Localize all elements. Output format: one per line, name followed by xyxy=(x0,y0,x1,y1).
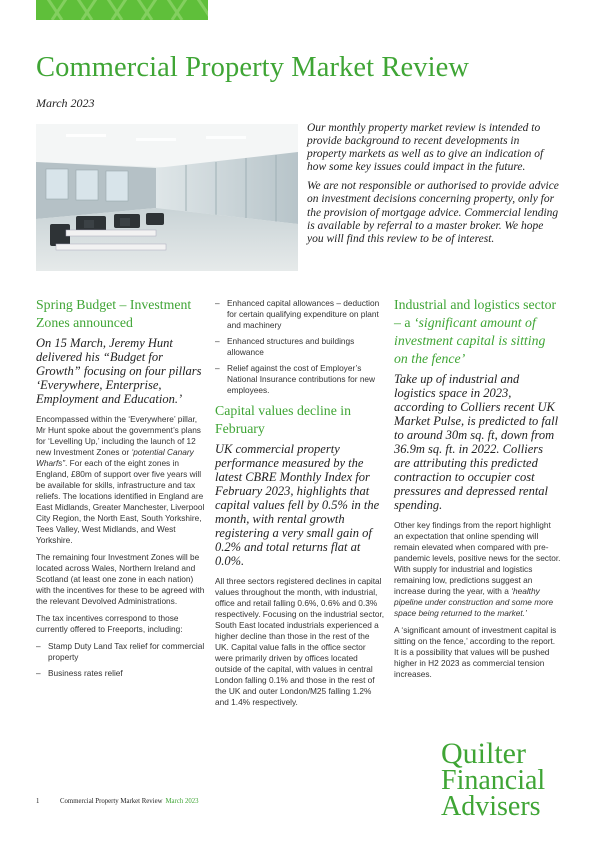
intro-paragraph-2: We are not responsible or authorised to provide advice on investment decisions concerning property, only for the provision of mortgage advice. Commercial lending is available by referral to a master broker. We hope you will find this review to be of interest. xyxy=(307,180,559,245)
banner-pattern xyxy=(36,0,208,20)
column-spring-budget xyxy=(36,296,208,685)
intro-paragraph-1: Our monthly property market review is intended to provide background to recent developments in property markets as well as to give an indication of how some key issues could impact in the future. xyxy=(307,122,544,174)
heading-quote: ‘significant amount of investment capital is sitting on the fence’ xyxy=(394,315,546,366)
paragraph-text: . For each of the eight zones in England, £80m of support over five years will be available for skills, infrastructure and tax reliefs. The locations identified in England are East Midlands, Greater Manchester, Liverpool City Region, the North East, South Yorkshire, Tees Valley, West Midlands, and West Yorkshire. xyxy=(36,458,205,545)
office-photo xyxy=(36,124,298,271)
lead-capital-values: UK commercial property performance measured by the latest CBRE Monthly Index for February 2023, highlights that capital values fell by 0.5% in the month, with rental growth registering a very small gain of 0.2% and total returns flat at 0.0%. xyxy=(215,442,380,568)
column-capital-values xyxy=(215,298,385,714)
paragraph-investment-capital: A ‘significant amount of investment capital is sitting on the fence,’ according to the report. It is a possibility that values will be pushed higher in H2 2023 as commercial tension increases. xyxy=(394,625,557,679)
quote-canary-wharfs: ‘potential Canary Wharfs” xyxy=(36,447,194,468)
quilter-logo xyxy=(441,737,571,822)
logo-line-quilter: Quilter xyxy=(441,737,526,770)
issue-date: March 2023 xyxy=(36,96,95,110)
heading-text: Industrial and logistics sector – a xyxy=(394,297,557,330)
logo-line-advisers: Advisers xyxy=(441,791,541,822)
paragraph-key-findings xyxy=(394,520,562,619)
incentive-list xyxy=(36,641,208,679)
intro xyxy=(307,122,559,252)
paragraph-text: Encompassed within the ‘Everywhere’ pillar, Mr Hunt spoke about the government’s plans for ‘Levelling Up,’ including the launch of 12 new Investment Zones or xyxy=(36,414,201,457)
lead-spring-budget: On 15 March, Jeremy Hunt delivered his “Budget for Growth” focusing on four pillars ‘Everywhere, Enterprise, Employment and Education.’ xyxy=(36,336,202,406)
header-banner xyxy=(36,0,208,20)
paragraph-remaining-zones: The remaining four Investment Zones will be located across Wales, Northern Ireland and Scotland (at least one zone in each nation) with the incentives for these to be agreed with the relevant Devolved Administrations. xyxy=(36,552,205,606)
paragraph-tax-incentives: The tax incentives correspond to those currently offered to Freeports, including: xyxy=(36,613,183,634)
logo-line-financial: Financial xyxy=(441,765,546,796)
section-heading-industrial xyxy=(394,296,562,368)
list-item: – Relief against the cost of Employer’s National Insurance contributions for new employees. xyxy=(215,363,385,396)
incentive-list-continued xyxy=(215,298,385,396)
list-item: – Enhanced capital allowances – deduction for certain qualifying expenditure on plant and machinery xyxy=(215,298,385,331)
column-industrial-logistics xyxy=(394,296,562,686)
paragraph-text: Other key findings from the report highlight an expectation that online spending will remain elevated when compared with pre-pandemic levels, positive news for the sector. With supply for industrial and logistics remaining low, predictions suggest an increase during the year, with a xyxy=(394,520,561,596)
section-heading-spring-budget: Spring Budget – Investment Zones announced xyxy=(36,297,192,330)
paragraph-sector-declines: All three sectors registered declines in capital values throughout the month, with industrial, office and retail falling 0.6%, 0.6% and 0.3% respectively. Focusing on the industrial sector, South East located industrials experienced a higher decline than those in the rest of the UK. Capital value falls in the office sector were primarily driven by offices located outside of the capital, with values in central London falling 0.1% and those in the rest of the UK and outer London/M25 falling 1.2% and 1.4% respectively. xyxy=(215,576,385,707)
quote-healthy-pipeline: ‘healthy pipeline under construction and some more space being returned to the market.’ xyxy=(394,586,554,618)
list-item: – Business rates relief xyxy=(36,668,208,679)
page-title: Commercial Property Market Review xyxy=(36,52,470,83)
section-heading-capital-values: Capital values decline in February xyxy=(215,403,352,436)
lead-industrial: Take up of industrial and logistics space in 2023, according to Colliers recent UK Market Pulse, is predicted to fall to around 30m sq. ft, down from 36.9m sq. ft. in 2022. Colliers are attributing this predicted contraction to occupier cost pressures and depressed rental spending. xyxy=(394,372,559,512)
footer-date: March 2023 xyxy=(165,798,199,805)
list-item: – Enhanced structures and buildings allowance xyxy=(215,336,385,358)
paragraph-investment-zones xyxy=(36,414,208,546)
page-footer xyxy=(36,798,199,805)
footer-title: Commercial Property Market Review xyxy=(60,798,163,805)
page-number: 1 xyxy=(36,798,40,805)
list-item: – Stamp Duty Land Tax relief for commercial property xyxy=(36,641,208,663)
